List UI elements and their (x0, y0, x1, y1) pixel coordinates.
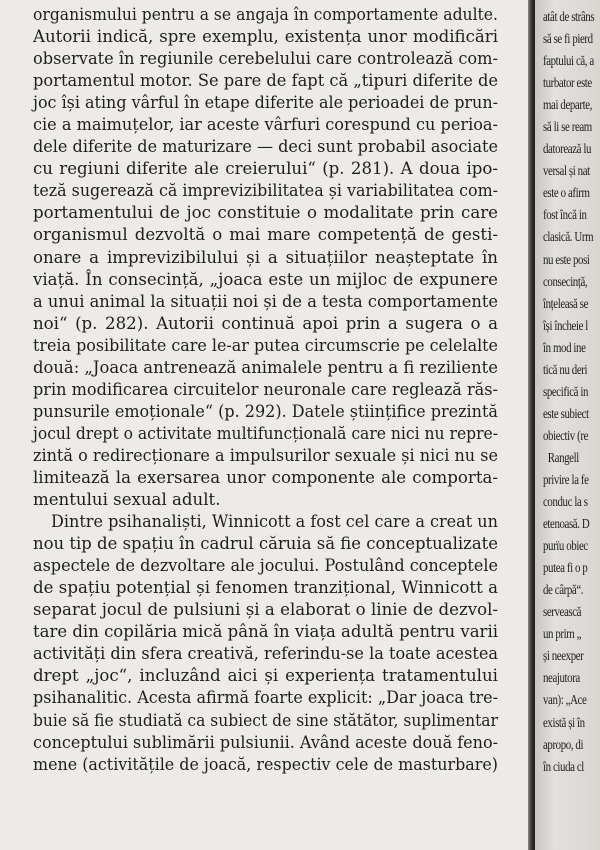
text-line: cu regiuni diferite ale creierului“ (p. 281). A doua ipo- (33, 159, 498, 179)
text-line: privire la fe (543, 471, 589, 487)
text-line: conduc la s (543, 494, 588, 510)
text-line: teză sugerează că imprevizibilitatea și variabilitatea com- (33, 181, 499, 201)
text-line: în mod ine (543, 339, 586, 355)
text-line: portamentului de joc constituie o modalitate prin care (33, 203, 498, 223)
text-line: mentului sexual adult. (33, 490, 221, 510)
text-line: van): „Ace (543, 692, 587, 708)
text-line: portamentul motor. Se pare de fapt că „tipuri diferite de (33, 71, 499, 91)
text-line: turbator este (543, 75, 592, 91)
text-line: atât de strâns (543, 9, 595, 24)
text-line: clasică. Urm (543, 229, 594, 245)
text-line: Autorii indică, spre exemplu, existența unor modificări (33, 27, 498, 47)
text-line: nou tip de spațiu în cadrul căruia să fie conceptualizate (33, 534, 499, 554)
text-line: prin modificarea circuitelor neuronale care reglează răs- (33, 379, 498, 399)
book-gutter (528, 0, 535, 850)
text-line: mai departe, (543, 97, 592, 113)
text-line: treia posibilitate care le-ar putea circumscrie pe celelalte (33, 335, 498, 355)
text-line: aspectele de dezvoltare ale jocului. Postulând conceptele (33, 556, 499, 576)
text-line: un prim „ (543, 626, 582, 642)
text-line: fost încă in (543, 207, 587, 223)
text-line: își încheie l (543, 317, 588, 333)
text-line: mene (activitățile de joacă, respectiv cele de masturbare) (33, 754, 498, 774)
text-line: putea fi o p (543, 560, 588, 576)
text-line: cie a maimuțelor, iar aceste vârfuri corespund cu perioa- (33, 115, 498, 135)
text-line: și neexper (543, 648, 584, 664)
text-line: datorează lu (543, 141, 592, 157)
text-line: versal și nat (543, 163, 590, 179)
text-line: separat jocul de pulsiuni și a elaborat o linie de dezvol- (33, 600, 498, 620)
text-line: jocul drept o activitate multifuncțională care nici nu repre- (33, 423, 499, 443)
text-line: etenoasă. D (543, 516, 590, 532)
body-text (33, 4, 498, 776)
text-line: noi“ (p. 282). Autorii continuă apoi prin a sugera o a (33, 313, 498, 333)
text-line: apropo, di (543, 736, 584, 752)
text-line: observate în regiunile cerebelului care controlează com- (33, 49, 499, 69)
text-line: limitează la exersarea unor componente ale comporta- (33, 467, 498, 487)
text-line: servească (543, 604, 582, 620)
text-line: este subiect (543, 405, 589, 421)
text-line: a unui animal la situații noi și de a testa comportamente (33, 291, 498, 311)
text-line: obiectiv (re (543, 427, 589, 443)
text-line: înțeleasă se (543, 295, 589, 311)
text-line: drept „joc“, incluzând aici și experiența tratamentului (33, 666, 498, 686)
text-line: activități din sfera creativă, referindu-se la toate acestea (33, 644, 498, 664)
right-page-text (543, 6, 594, 778)
text-line: nu este posi (543, 251, 590, 267)
text-line: zintă o redirecționare a impulsurilor sexuale și nici nu se (33, 445, 498, 465)
text-line: tică nu deri (543, 361, 588, 377)
text-line: de spațiu potențial și fenomen tranzițional, Winnicott a (33, 578, 498, 598)
text-line: să se fi pierd (543, 31, 593, 47)
text-line: în ciuda cl (543, 758, 584, 774)
text-line: de cârpă“. (543, 582, 584, 598)
text-line: viață. În consecință, „joaca este un mijloc de expunere (33, 269, 498, 289)
text-line: Dintre psihanaliști, Winnicott a fost cel care a creat un (51, 512, 498, 532)
text-line: conceptului sublimării pulsiunii. Având aceste două feno- (33, 732, 499, 752)
text-line: este o afirm (543, 185, 590, 201)
text-line: punsurile emoționale“ (p. 292). Datele științifice prezintă (33, 401, 498, 421)
text-line: buie să fie studiată ca subiect de sine stătător, suplimentar (33, 710, 498, 730)
text-line: psihanalitic. Acesta afirmă foarte explicit: „Dar joaca tre- (33, 688, 499, 708)
text-line: să li se ream (543, 119, 592, 135)
text-line: purïu obiec (543, 538, 588, 554)
text-line: specifică in (543, 383, 589, 399)
text-line: există și în (543, 714, 585, 730)
text-line: Rangell (547, 449, 579, 465)
text-line: tare din copilăria mică până în viața adultă pentru varii (33, 622, 499, 642)
text-line: dele diferite de maturizare — deci sunt probabil asociate (33, 137, 498, 157)
text-line: faptului că, a (543, 53, 594, 69)
text-line: neajutora (543, 670, 580, 686)
text-line: organismului pentru a se angaja în comportamente adulte. (33, 5, 498, 24)
text-line: consecință, (543, 273, 588, 289)
text-line: onare a imprevizibilului și a situațiilor neașteptate în (33, 247, 498, 267)
text-line: joc își ating vârful în etape diferite ale perioadei de prun- (33, 93, 499, 113)
text-line: organismul dezvoltă o mai mare competență de gesti- (33, 225, 498, 245)
text-line: două: „Joaca antrenează animalele pentru a fi reziliente (33, 357, 498, 377)
right-page (535, 0, 600, 850)
